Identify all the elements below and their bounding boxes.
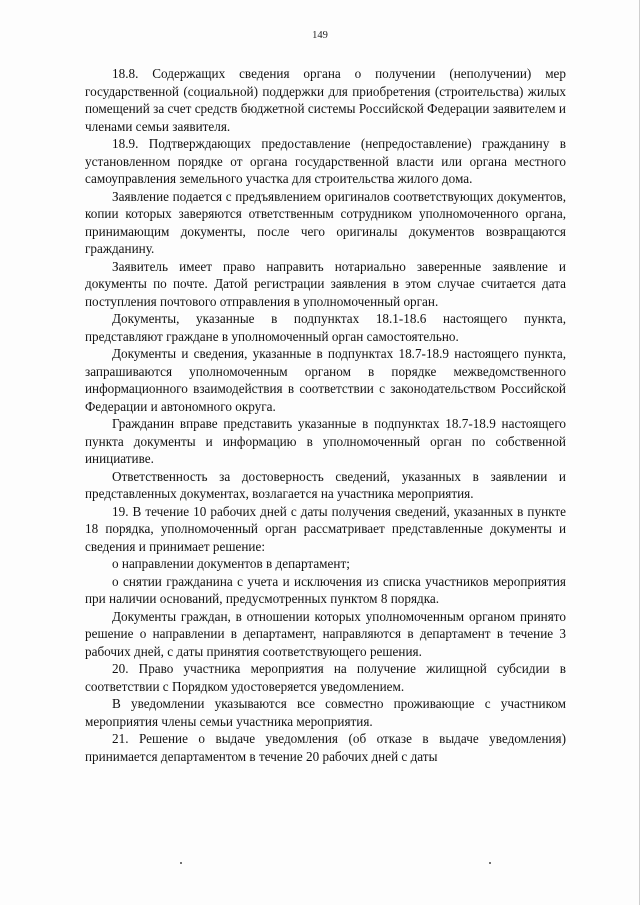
paragraph-department-transfer: Документы граждан, в отношении которых уполномоченным органом принято решение о направлении в департамент, направляются в департамент в течение 3 рабочих дней, с даты принятия соответствующего решения. [85,608,566,659]
paragraph-documents-18-7-18-9: Документы и сведения, указанные в подпунктах 18.7-18.9 настоящего пункта, запрашиваются уполномоченным органом в порядке межведомственного информационного взаимодействия в соответствии с законодательством Российской Федерации и автономного округа. [85,346,566,414]
paragraph-decision-send: о направлении документов в департамент; [112,556,350,571]
paragraph-19: 19. В течение 10 рабочих дней с даты получения сведений, указанных в пункте 18 порядка, уполномоченный орган рассматривает представленные документы и сведения и принимает решение: [85,503,566,554]
paragraph-responsibility: Ответственность за достоверность сведений, указанных в заявлении и представленных документах, возлагается на участника мероприятия. [85,468,566,501]
document-body [85,65,566,765]
scan-dot-left [180,862,182,864]
paragraph-originals: Заявление подается с предъявлением оригиналов соответствующих документов, копии которых заверяются ответственным сотрудником уполномоченного органа, принимающим документы, после чего оригиналы документов возвращаются гражданину. [85,188,566,256]
paragraph-21: 21. Решение о выдаче уведомления (об отказе в выдаче уведомления) принимается департаментом в течение 20 рабочих дней с даты [85,731,566,764]
paragraph-documents-18-1-18-6: Документы, указанные в подпунктах 18.1-18.6 настоящего пункта, представляют граждане в уполномоченный орган самостоятельно. [85,311,566,344]
paragraph-decision-deregister: о снятии гражданина с учета и исключения из списка участников мероприятия при наличии оснований, предусмотренных пунктом 8 порядка. [85,573,566,606]
scan-dot-right [489,862,491,864]
page-number: 149 [312,30,328,41]
paragraph-notification-members: В уведомлении указываются все совместно проживающие с участником мероприятия члены семьи участника мероприятия. [85,696,566,729]
paragraph-18-9: 18.9. Подтверждающих предоставление (непредоставление) гражданину в установленном порядке от органа государственной власти или органа местного самоуправления земельного участка для строительства жилого дома. [85,136,566,186]
scan-marks [0,862,640,866]
paragraph-own-initiative: Гражданин вправе представить указанные в подпунктах 18.7-18.9 настоящего пункта документы и информацию в уполномоченный орган по собственной инициативе. [85,416,566,466]
paragraph-18-8: 18.8. Содержащих сведения органа о получении (неполучении) мер государственной (социальной) поддержки для приобретения (строительства) жилых помещений за счет средств бюджетной системы Российской Федерации заявителем и членами семьи заявителя. [85,66,566,134]
paragraph-postal-submission: Заявитель имеет право направить нотариально заверенные заявление и документы по почте. Датой регистрации заявления в этом случае считается дата поступления почтового отправления в уполномоченный орган. [85,258,566,309]
paragraph-20: 20. Право участника мероприятия на получение жилищной субсидии в соответствии с Порядком удостоверяется уведомлением. [85,661,566,694]
